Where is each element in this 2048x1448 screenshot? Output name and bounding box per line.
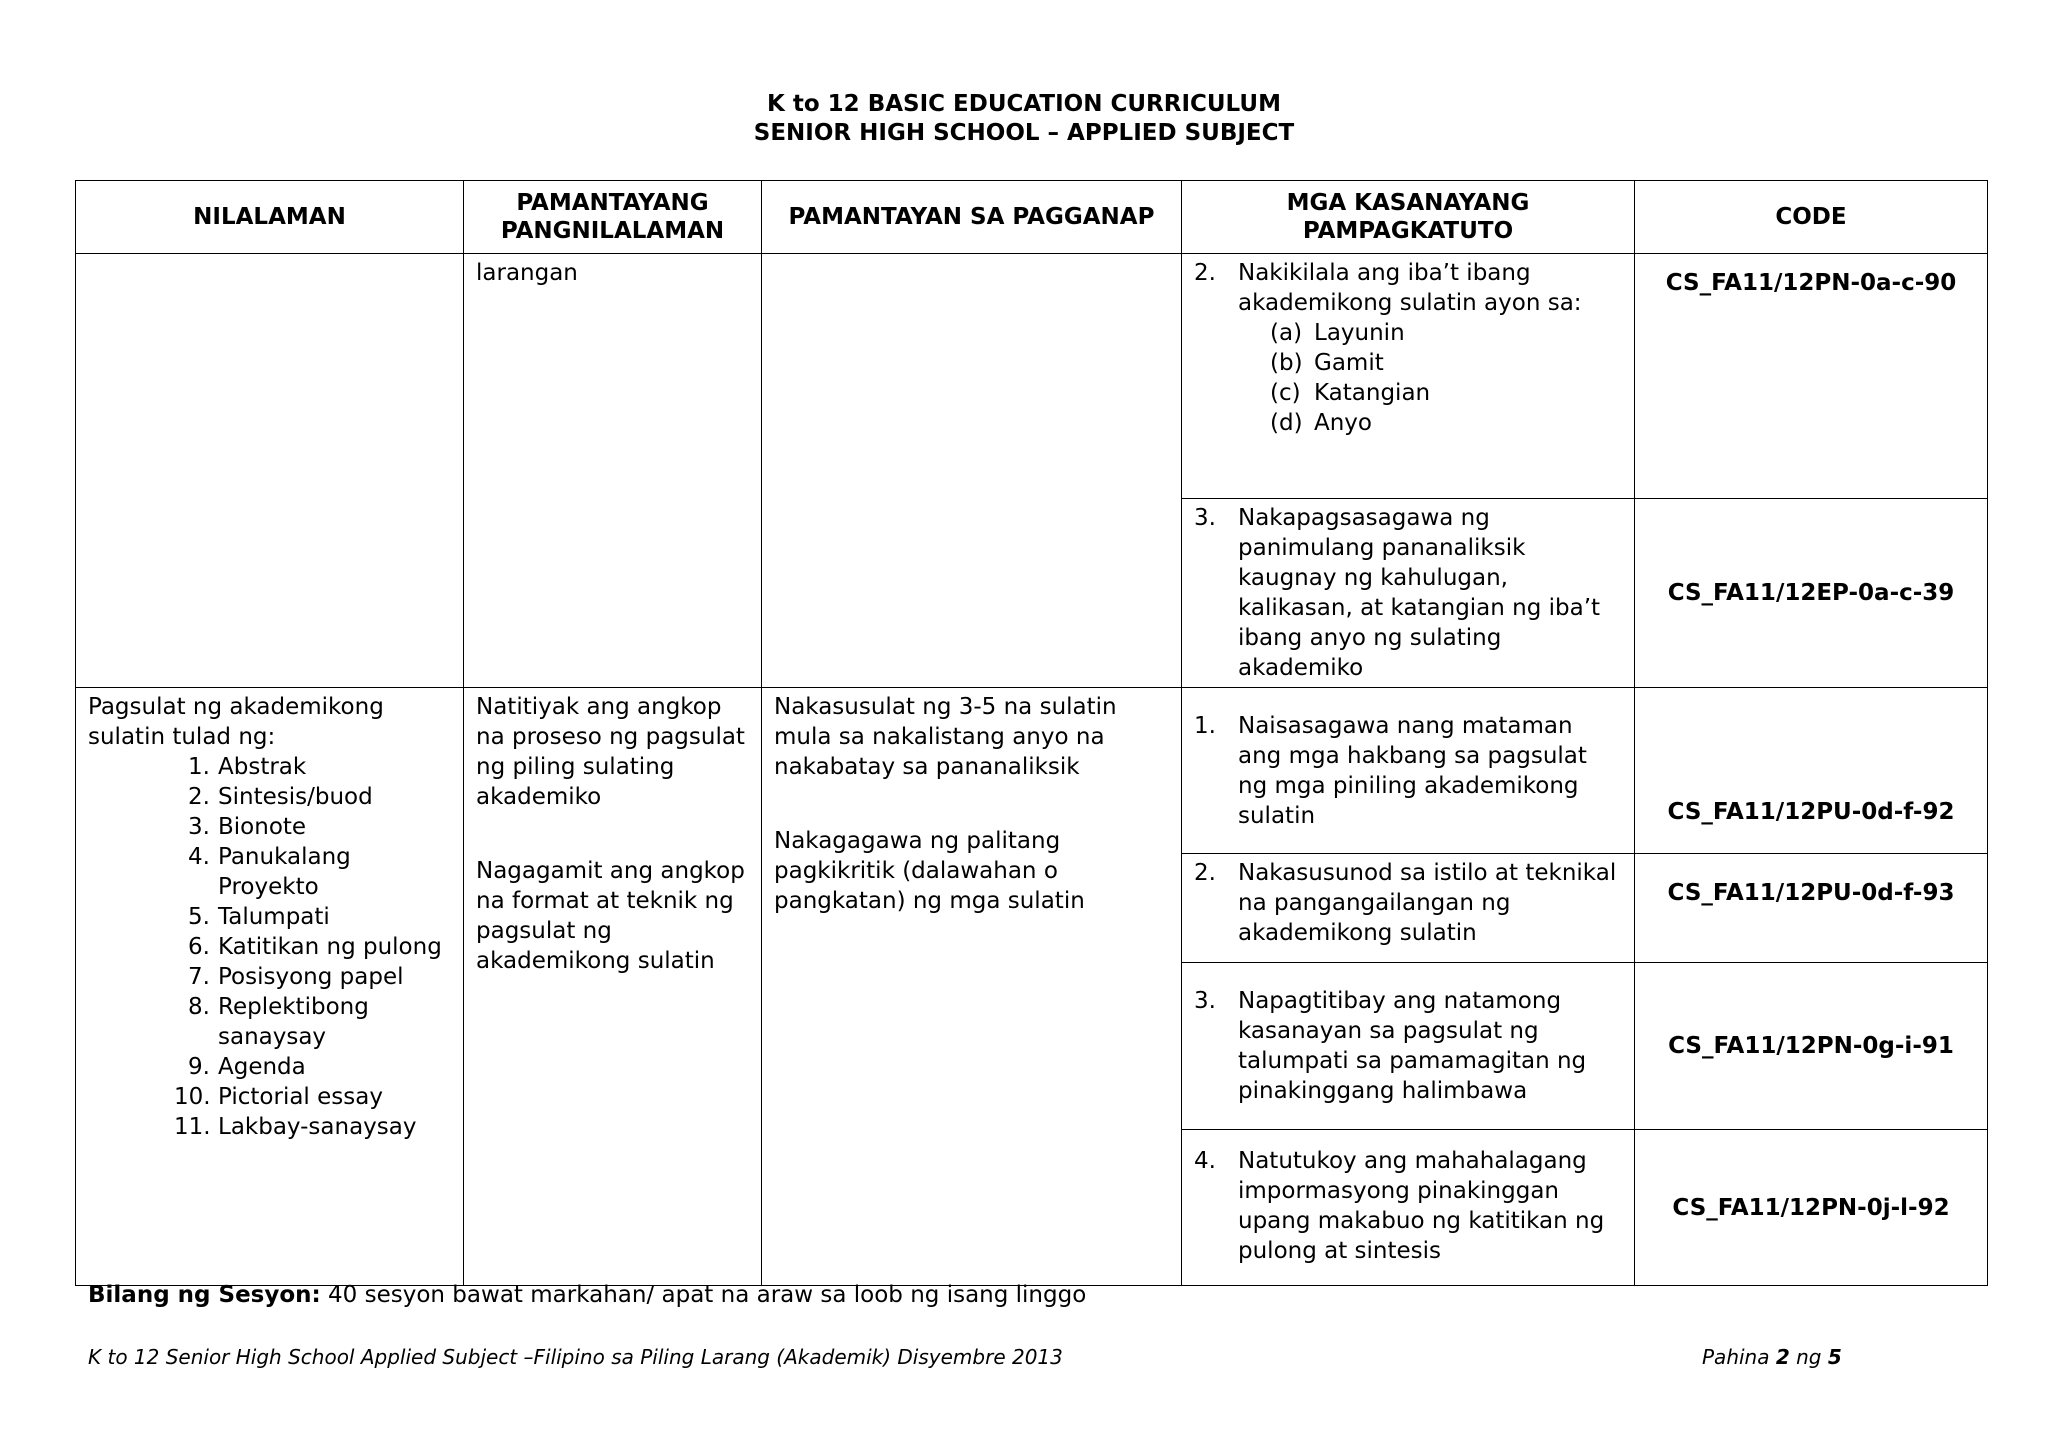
pangnilalaman-standard-2: Nagagamit ang angkop na format at teknik ng pagsulat ng akademikong sulatin: [476, 858, 745, 974]
competency-cell: [1182, 688, 1635, 854]
list-item: 4. Panukalang Proyekto: [188, 844, 351, 900]
sub-list-item: (d) Anyo: [1270, 410, 1372, 436]
footer-left: K to 12 Senior High School Applied Subject –Filipino sa Piling Larang (Akademik) Disyembre 2013: [88, 1345, 1063, 1369]
sub-list-item: (a) Layunin: [1270, 320, 1405, 346]
nilalaman-list: [88, 752, 451, 1142]
code-cell: [1635, 963, 1988, 1130]
nilalaman-cell: [76, 688, 464, 1286]
competency-code: CS_FA11/12PN-0j-l-92: [1672, 1194, 1950, 1221]
list-item: 6. Katitikan ng pulong: [188, 934, 442, 960]
competency-cell: [1182, 963, 1635, 1130]
col-header-pamantayan-sa-pagganap: PAMANTAYAN SA PAGGANAP: [762, 181, 1182, 254]
competency-code: CS_FA11/12PN-0a-c-90: [1665, 270, 1957, 296]
pagganap-standard-1: Nakasusulat ng 3-5 na sulatin mula sa nakalistang anyo na nakabatay sa pananaliksik: [774, 694, 1117, 780]
sub-list-item: (b) Gamit: [1270, 350, 1384, 376]
code-cell: [1635, 254, 1988, 499]
code-cell: [1635, 1130, 1988, 1286]
table-row: [76, 254, 1988, 499]
document-subtitle: SENIOR HIGH SCHOOL – APPLIED SUBJECT: [753, 120, 1295, 146]
col-header-pamantayang-pangnilalaman: PAMANTAYANG PANGNILALAMAN: [464, 181, 762, 254]
list-item: 1. Abstrak: [188, 754, 307, 780]
competency-cell: [1182, 499, 1635, 688]
competency-cell: [1182, 1130, 1635, 1286]
competency-code: CS_FA11/12PU-0d-f-93: [1667, 880, 1955, 906]
sub-list-item: (c) Katangian: [1270, 380, 1431, 406]
competency-item: 3. Nakapagsasagawa ng panimulang pananaliksik kaugnay ng kahulugan, kalikasan, at katangian ng iba’t ibang anyo ng sulating akademiko: [1194, 505, 1601, 681]
nilalaman-cell-empty: [76, 254, 464, 688]
competency-item: 1. Naisasagawa nang mataman ang mga hakbang sa pagsulat ng mga piniling akademikong sulatin: [1194, 712, 1587, 829]
session-note-text: 40 sesyon bawat markahan/ apat na araw sa loob ng isang linggo: [320, 1282, 1087, 1308]
pagganap-cell-empty: [762, 254, 1182, 688]
col-header-code: CODE: [1635, 181, 1988, 254]
competency-code: CS_FA11/12PN-0g-i-91: [1668, 1033, 1954, 1059]
list-item: 2. Sintesis/buod: [188, 784, 373, 810]
code-cell: [1635, 499, 1988, 688]
table-header-row: [76, 181, 1988, 254]
list-item: 3. Bionote: [188, 814, 307, 840]
pagganap-standard-2: Nakagagawa ng palitang pagkikritik (dalawahan o pangkatan) ng mga sulatin: [774, 828, 1085, 914]
list-item: 11. Lakbay-sanaysay: [174, 1114, 417, 1140]
curriculum-table: [75, 180, 1988, 1286]
col-header-mga-kasanayang-pampagkatuto: MGA KASANAYANG PAMPAGKATUTO: [1182, 181, 1635, 254]
col-header-nilalaman: NILALAMAN: [76, 181, 464, 254]
pangnilalaman-cell: [464, 254, 762, 688]
pangnilalaman-cell: [464, 688, 762, 1286]
pangnilalaman-continuation: larangan: [476, 260, 578, 286]
table-row: [76, 688, 1988, 854]
competency-cell: [1182, 254, 1635, 499]
nilalaman-intro: Pagsulat ng akademikong sulatin tulad ng:: [88, 694, 384, 750]
list-item: 10. Pictorial essay: [174, 1084, 383, 1110]
competency-code: CS_FA11/12EP-0a-c-39: [1667, 580, 1955, 606]
page-number: Pahina 2 ng 5: [1702, 1345, 1842, 1369]
pangnilalaman-standard-1: Natitiyak ang angkop na proseso ng pagsulat ng piling sulating akademiko: [476, 694, 745, 810]
document-title: K to 12 BASIC EDUCATION CURRICULUM: [767, 91, 1281, 117]
code-cell: [1635, 688, 1988, 854]
competency-item: 2. Nakasusunod sa istilo at teknikal na pangangailangan ng akademikong sulatin: [1194, 860, 1617, 946]
competency-item: 2. Nakikilala ang iba’t ibang akademikong sulatin ayon sa:: [1194, 260, 1582, 316]
list-item: 8. Replektibong sanaysay: [188, 994, 369, 1050]
session-note-label: Bilang ng Sesyon:: [88, 1282, 321, 1308]
session-note: [88, 1282, 1086, 1308]
code-cell: [1635, 854, 1988, 963]
competency-cell: [1182, 854, 1635, 963]
list-item: 9. Agenda: [188, 1054, 306, 1080]
competency-code: CS_FA11/12PU-0d-f-92: [1667, 799, 1955, 825]
list-item: 5. Talumpati: [188, 904, 330, 930]
pagganap-cell: [762, 688, 1182, 1286]
competency-item: 3. Napagtitibay ang natamong kasanayan sa pagsulat ng talumpati sa pamamagitan ng pinakinggang halimbawa: [1194, 988, 1587, 1104]
competency-item: 4. Natutukoy ang mahahalagang impormasyong pinakinggan upang makabuo ng katitikan ng pulong at sintesis: [1194, 1148, 1605, 1264]
list-item: 7. Posisyong papel: [188, 964, 404, 990]
